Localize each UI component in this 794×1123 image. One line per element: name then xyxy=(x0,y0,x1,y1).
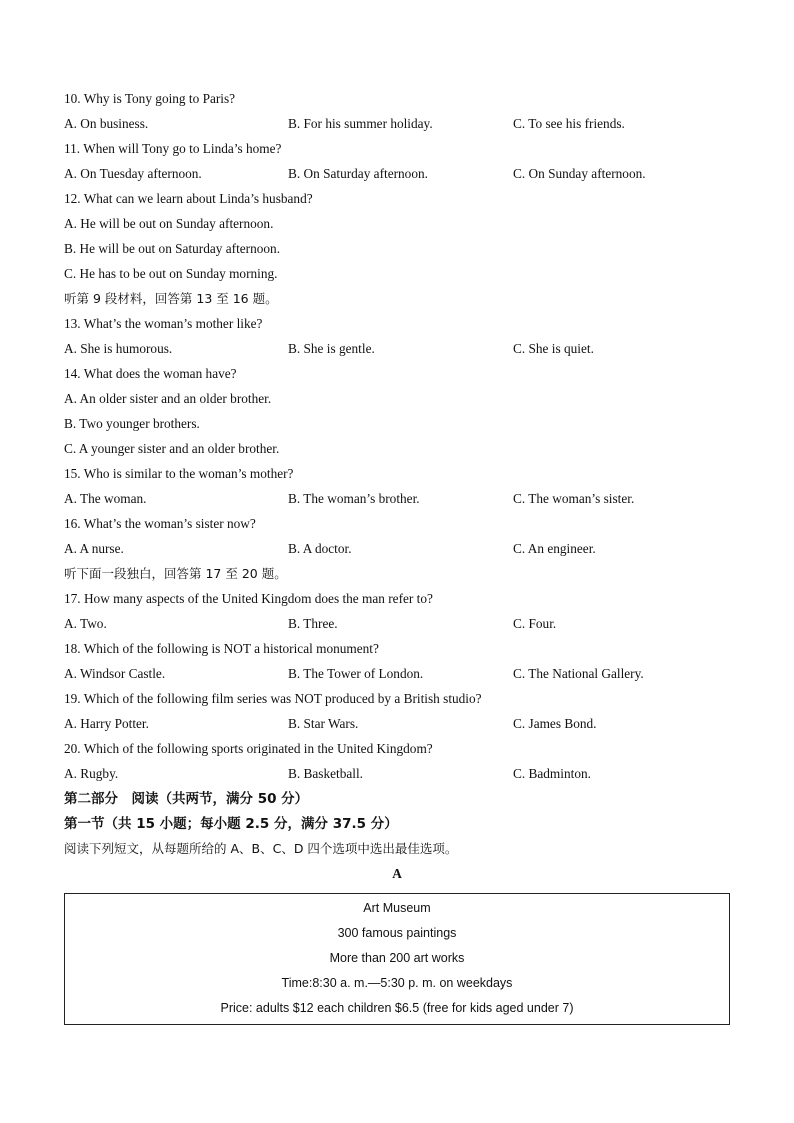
question-stem: 10. Why is Tony going to Paris? xyxy=(64,91,236,106)
option-c: C. The woman’s sister. xyxy=(513,491,635,506)
options-row xyxy=(64,489,730,514)
passage-letter: A xyxy=(392,866,402,881)
option-a: A. She is humorous. xyxy=(64,341,173,356)
option-c: C. To see his friends. xyxy=(513,116,625,131)
part-title: 第二部分 阅读（共两节，满分 50 分） xyxy=(64,791,309,807)
option-b: B. A doctor. xyxy=(288,541,352,556)
option-a: A. A nurse. xyxy=(64,541,124,556)
question-stem: 16. What’s the woman’s sister now? xyxy=(64,516,256,531)
option-b: B. She is gentle. xyxy=(288,341,375,356)
option-c: C. Badminton. xyxy=(513,766,591,781)
option-b: B. Two younger brothers. xyxy=(64,416,200,431)
option-b: B. For his summer holiday. xyxy=(288,116,433,131)
option-b: B. The Tower of London. xyxy=(288,666,424,681)
options-row xyxy=(64,114,730,139)
listening-instruction: 听第 9 段材料，回答第 13 至 16 题。 xyxy=(64,291,278,306)
question-stem: 18. Which of the following is NOT a historical monument? xyxy=(64,641,379,656)
option-c: C. She is quiet. xyxy=(513,341,594,356)
option-b: B. He will be out on Saturday afternoon. xyxy=(64,241,281,256)
option-a: A. Two. xyxy=(64,616,107,631)
option-b: B. Basketball. xyxy=(288,766,363,781)
options-row xyxy=(64,539,730,564)
notice-line: 300 famous paintings xyxy=(337,926,457,940)
question-stem: 20. Which of the following sports originated in the United Kingdom? xyxy=(64,741,433,756)
options-row xyxy=(64,714,730,739)
question-stem: 17. How many aspects of the United Kingdom does the man refer to? xyxy=(64,591,433,606)
options-row xyxy=(64,614,730,639)
option-c: C. The National Gallery. xyxy=(513,666,644,681)
options-row xyxy=(64,764,730,789)
notice-line: More than 200 art works xyxy=(329,951,465,965)
question-stem: 13. What’s the woman’s mother like? xyxy=(64,316,263,331)
option-c: C. On Sunday afternoon. xyxy=(513,166,646,181)
options-row xyxy=(64,339,730,364)
reading-instruction: 阅读下列短文，从每题所给的 A、B、C、D 四个选项中选出最佳选项。 xyxy=(64,841,458,856)
notice-title: Art Museum xyxy=(363,901,431,915)
notice-time: Time:8:30 a. m.—5:30 p. m. on weekdays xyxy=(281,976,513,990)
option-a: A. An older sister and an older brother. xyxy=(64,391,272,406)
page-content xyxy=(64,89,730,1025)
option-a: A. He will be out on Sunday afternoon. xyxy=(64,216,274,231)
option-b: B. On Saturday afternoon. xyxy=(288,166,428,181)
option-a: A. On Tuesday afternoon. xyxy=(64,166,202,181)
question-stem: 19. Which of the following film series was NOT produced by a British studio? xyxy=(64,691,482,706)
option-c: C. Four. xyxy=(513,616,557,631)
option-c: C. A younger sister and an older brother. xyxy=(64,441,280,456)
option-c: C. James Bond. xyxy=(513,716,597,731)
question-stem: 11. When will Tony go to Linda’s home? xyxy=(64,141,282,156)
option-a: A. Rugby. xyxy=(64,766,119,781)
options-row xyxy=(64,664,730,689)
options-row xyxy=(64,164,730,189)
notice-box xyxy=(64,893,730,1025)
option-c: C. An engineer. xyxy=(513,541,596,556)
option-b: B. Star Wars. xyxy=(288,716,359,731)
option-a: A. The woman. xyxy=(64,491,147,506)
option-a: A. Harry Potter. xyxy=(64,716,149,731)
question-stem: 15. Who is similar to the woman’s mother? xyxy=(64,466,294,481)
option-b: B. The woman’s brother. xyxy=(288,491,420,506)
option-a: A. Windsor Castle. xyxy=(64,666,166,681)
option-c: C. He has to be out on Sunday morning. xyxy=(64,266,278,281)
listening-instruction: 听下面一段独白，回答第 17 至 20 题。 xyxy=(64,566,287,581)
option-b: B. Three. xyxy=(288,616,338,631)
notice-price: Price: adults $12 each children $6.5 (free for kids aged under 7) xyxy=(220,1001,574,1015)
option-a: A. On business. xyxy=(64,116,149,131)
question-stem: 12. What can we learn about Linda’s husband? xyxy=(64,191,313,206)
section-title: 第一节（共 15 小题；每小题 2.5 分，满分 37.5 分） xyxy=(64,816,398,832)
question-stem: 14. What does the woman have? xyxy=(64,366,237,381)
